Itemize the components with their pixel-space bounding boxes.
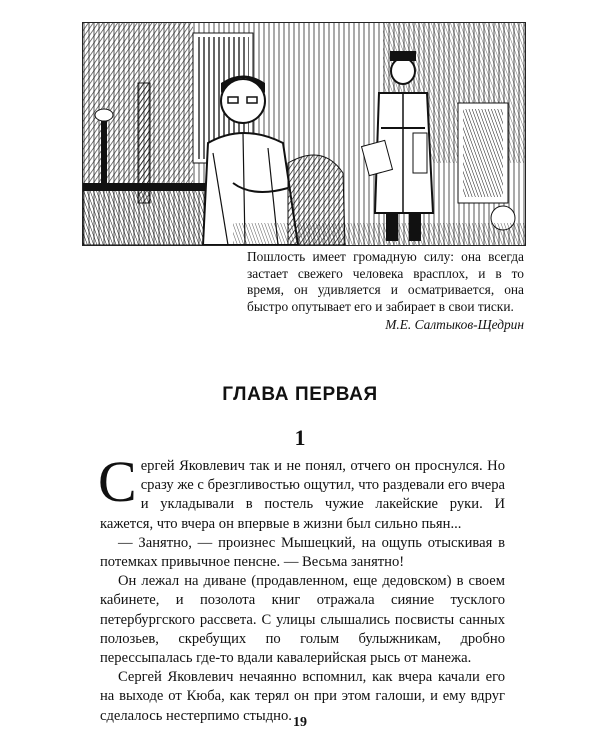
epigraph-author: М.Е. Салтыков-Щедрин xyxy=(385,317,524,333)
epigraph xyxy=(247,249,524,334)
paragraph-1-text: ергей Яковлевич так и не понял, отчего он проснулся. Но сразу же с брезгливостью ощутил, что раздевали его вчера и укладывали в постель чужие лакейские руки. И кажется, что вчера он впервые в жизни был сильно пьян... xyxy=(100,458,505,532)
body-text xyxy=(98,449,505,726)
drop-cap: С xyxy=(98,449,137,514)
epigraph-text: Пошлость имеет громадную силу: она всегда застает свежего человека врасплох, и в то время, он удивляется и осматривается, она быстро опутывает его и забирает в свои тиски. xyxy=(247,249,524,314)
chapter-title: ГЛАВА ПЕРВАЯ xyxy=(222,384,378,405)
section-number: 1 xyxy=(294,425,306,450)
paragraph-1 xyxy=(98,449,505,534)
paragraph-3: Он лежал на диване (продавленном, еще дедовском) в своем кабинете, и позолота книг отражала сияние тусклого петербургского рассвета. С улицы слышались посвисты санных полозьев, скребущих по голым булыжникам, дробно перессыпалась где-то вдали кавалерийская рысь от манежа. xyxy=(100,573,505,667)
page-number: 19 xyxy=(293,715,307,730)
chapter-illustration xyxy=(82,22,526,246)
paragraph-2: — Занятно, — произнес Мышецкий, на ощупь отыскивая в потемках привычное пенсне. — Весьма занятно! xyxy=(100,534,505,571)
paragraph-4: Сергей Яковлевич нечаянно вспомнил, как вчера качали его на выходе от Кюба, как терял он при этом галоши, и ему вдруг сделалось нестерпимо стыдно. xyxy=(100,669,505,724)
